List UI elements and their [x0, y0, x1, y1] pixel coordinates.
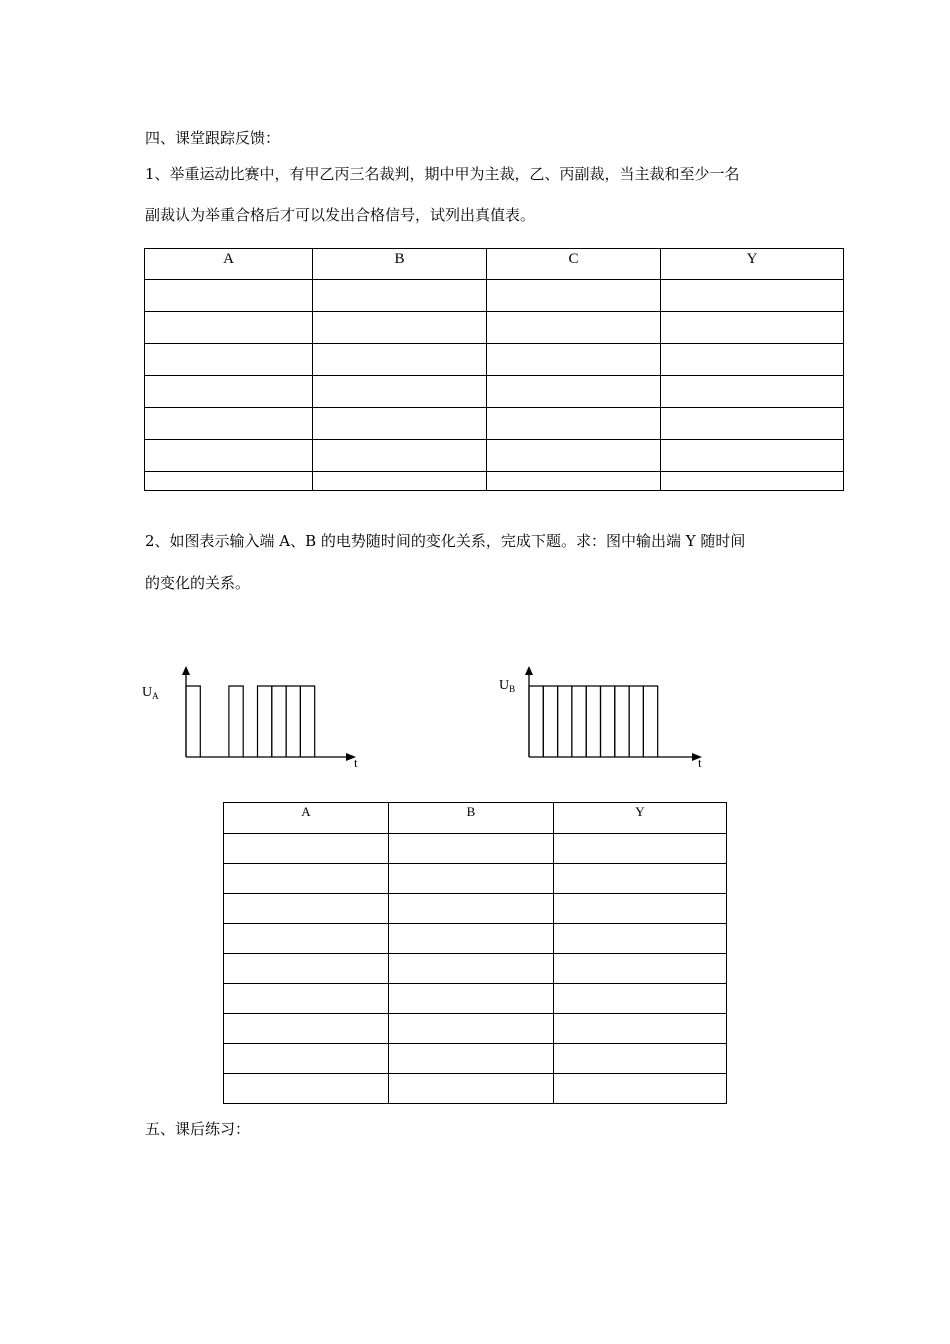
empty-cell[interactable] [389, 924, 554, 954]
empty-cell[interactable] [554, 1044, 727, 1074]
table-row [145, 312, 844, 344]
table-row [224, 894, 727, 924]
ua-pulse-segment [300, 686, 314, 757]
empty-cell[interactable] [554, 954, 727, 984]
empty-cell[interactable] [487, 472, 661, 491]
empty-cell[interactable] [389, 1014, 554, 1044]
empty-cell[interactable] [487, 344, 661, 376]
empty-cell[interactable] [313, 408, 487, 440]
empty-cell[interactable] [554, 894, 727, 924]
empty-cell[interactable] [661, 472, 844, 491]
header-cell-c: C [487, 249, 661, 280]
ub-pulse-segment [558, 686, 572, 757]
truth-table-2 [223, 802, 727, 1104]
question-1-line-2: 副裁认为举重合格后才可以发出合格信号，试列出真值表。 [145, 206, 536, 224]
empty-cell[interactable] [661, 408, 844, 440]
empty-cell[interactable] [389, 984, 554, 1014]
section-5-heading: 五、课后练习： [145, 1120, 251, 1138]
empty-cell[interactable] [389, 894, 554, 924]
ub-pulse-segment [615, 686, 629, 757]
ua-pulse-segment [272, 686, 286, 757]
empty-cell[interactable] [224, 834, 389, 864]
question-2-line-2: 的变化的关系。 [145, 574, 251, 592]
header-cell-y: Y [554, 803, 727, 834]
empty-cell[interactable] [145, 440, 313, 472]
empty-cell[interactable] [145, 312, 313, 344]
empty-cell[interactable] [224, 984, 389, 1014]
empty-cell[interactable] [145, 408, 313, 440]
empty-cell[interactable] [224, 864, 389, 894]
header-cell-b: B [313, 249, 487, 280]
ub-pulse-segment [586, 686, 600, 757]
question-1-line-1: 1、举重运动比赛中，有甲乙丙三名裁判，期中甲为主裁，乙、丙副裁，当主裁和至少一名 [145, 165, 740, 183]
empty-cell[interactable] [487, 408, 661, 440]
empty-cell[interactable] [487, 376, 661, 408]
table-header-row [145, 249, 844, 280]
empty-cell[interactable] [313, 344, 487, 376]
empty-cell[interactable] [661, 376, 844, 408]
table-row [145, 280, 844, 312]
empty-cell[interactable] [554, 864, 727, 894]
ub-pulse-segment [572, 686, 586, 757]
ua-pulse-segment [229, 686, 243, 757]
ua-t-label: t [354, 755, 358, 770]
ua-y-arrow-icon [182, 666, 190, 675]
empty-cell[interactable] [389, 1074, 554, 1104]
empty-cell[interactable] [389, 834, 554, 864]
ub-y-arrow-icon [525, 666, 533, 675]
ua-pulse-segment [286, 686, 300, 757]
header-cell-y: Y [661, 249, 844, 280]
table-row [145, 376, 844, 408]
ub-pulse-segment [643, 686, 657, 757]
table-row [145, 440, 844, 472]
ub-pulse-segment [529, 686, 543, 757]
empty-cell[interactable] [389, 1044, 554, 1074]
table-row [224, 1074, 727, 1104]
header-cell-a: A [224, 803, 389, 834]
empty-cell[interactable] [661, 280, 844, 312]
truth-table-1 [144, 248, 844, 491]
table-row [224, 1014, 727, 1044]
table-row [224, 954, 727, 984]
empty-cell[interactable] [145, 344, 313, 376]
empty-cell[interactable] [554, 924, 727, 954]
empty-cell[interactable] [661, 312, 844, 344]
empty-cell[interactable] [313, 280, 487, 312]
table-header-row [224, 803, 727, 834]
question-2-line-1: 2、如图表示输入端 A、B 的电势随时间的变化关系，完成下题。求：图中输出端 Y 随时间 [145, 532, 746, 550]
empty-cell[interactable] [145, 376, 313, 408]
empty-cell[interactable] [554, 1014, 727, 1044]
empty-cell[interactable] [313, 312, 487, 344]
empty-cell[interactable] [313, 376, 487, 408]
empty-cell[interactable] [145, 280, 313, 312]
table-row [145, 472, 844, 491]
header-cell-b: B [389, 803, 554, 834]
ub-waveform-graph [485, 660, 725, 780]
ub-pulse-segment [543, 686, 557, 757]
ub-axis-label: $U_B$ [499, 678, 516, 694]
empty-cell[interactable] [313, 472, 487, 491]
table-row [224, 864, 727, 894]
empty-cell[interactable] [554, 834, 727, 864]
empty-cell[interactable] [224, 924, 389, 954]
empty-cell[interactable] [661, 440, 844, 472]
empty-cell[interactable] [224, 1044, 389, 1074]
ub-t-label: t [698, 755, 702, 770]
table-row [224, 984, 727, 1014]
empty-cell[interactable] [224, 1074, 389, 1104]
ua-waveform-graph [130, 660, 370, 780]
empty-cell[interactable] [487, 280, 661, 312]
empty-cell[interactable] [389, 954, 554, 984]
empty-cell[interactable] [661, 344, 844, 376]
section-4-heading: 四、课堂跟踪反馈： [145, 129, 281, 147]
table-row [224, 924, 727, 954]
empty-cell[interactable] [389, 864, 554, 894]
empty-cell[interactable] [224, 954, 389, 984]
empty-cell[interactable] [487, 440, 661, 472]
empty-cell[interactable] [313, 440, 487, 472]
ua-axis-label: $U_A$ [142, 685, 159, 701]
table-row [224, 1044, 727, 1074]
ua-pulse-segment [258, 686, 272, 757]
empty-cell[interactable] [554, 1074, 727, 1104]
empty-cell[interactable] [145, 472, 313, 491]
ub-pulse-segment [629, 686, 643, 757]
empty-cell[interactable] [224, 1014, 389, 1044]
table-row [145, 408, 844, 440]
table-row [145, 344, 844, 376]
empty-cell[interactable] [487, 312, 661, 344]
table-row [224, 834, 727, 864]
ub-pulse-segment [601, 686, 615, 757]
header-cell-a: A [145, 249, 313, 280]
empty-cell[interactable] [554, 984, 727, 1014]
ua-pulse-segment [186, 686, 200, 757]
empty-cell[interactable] [224, 894, 389, 924]
